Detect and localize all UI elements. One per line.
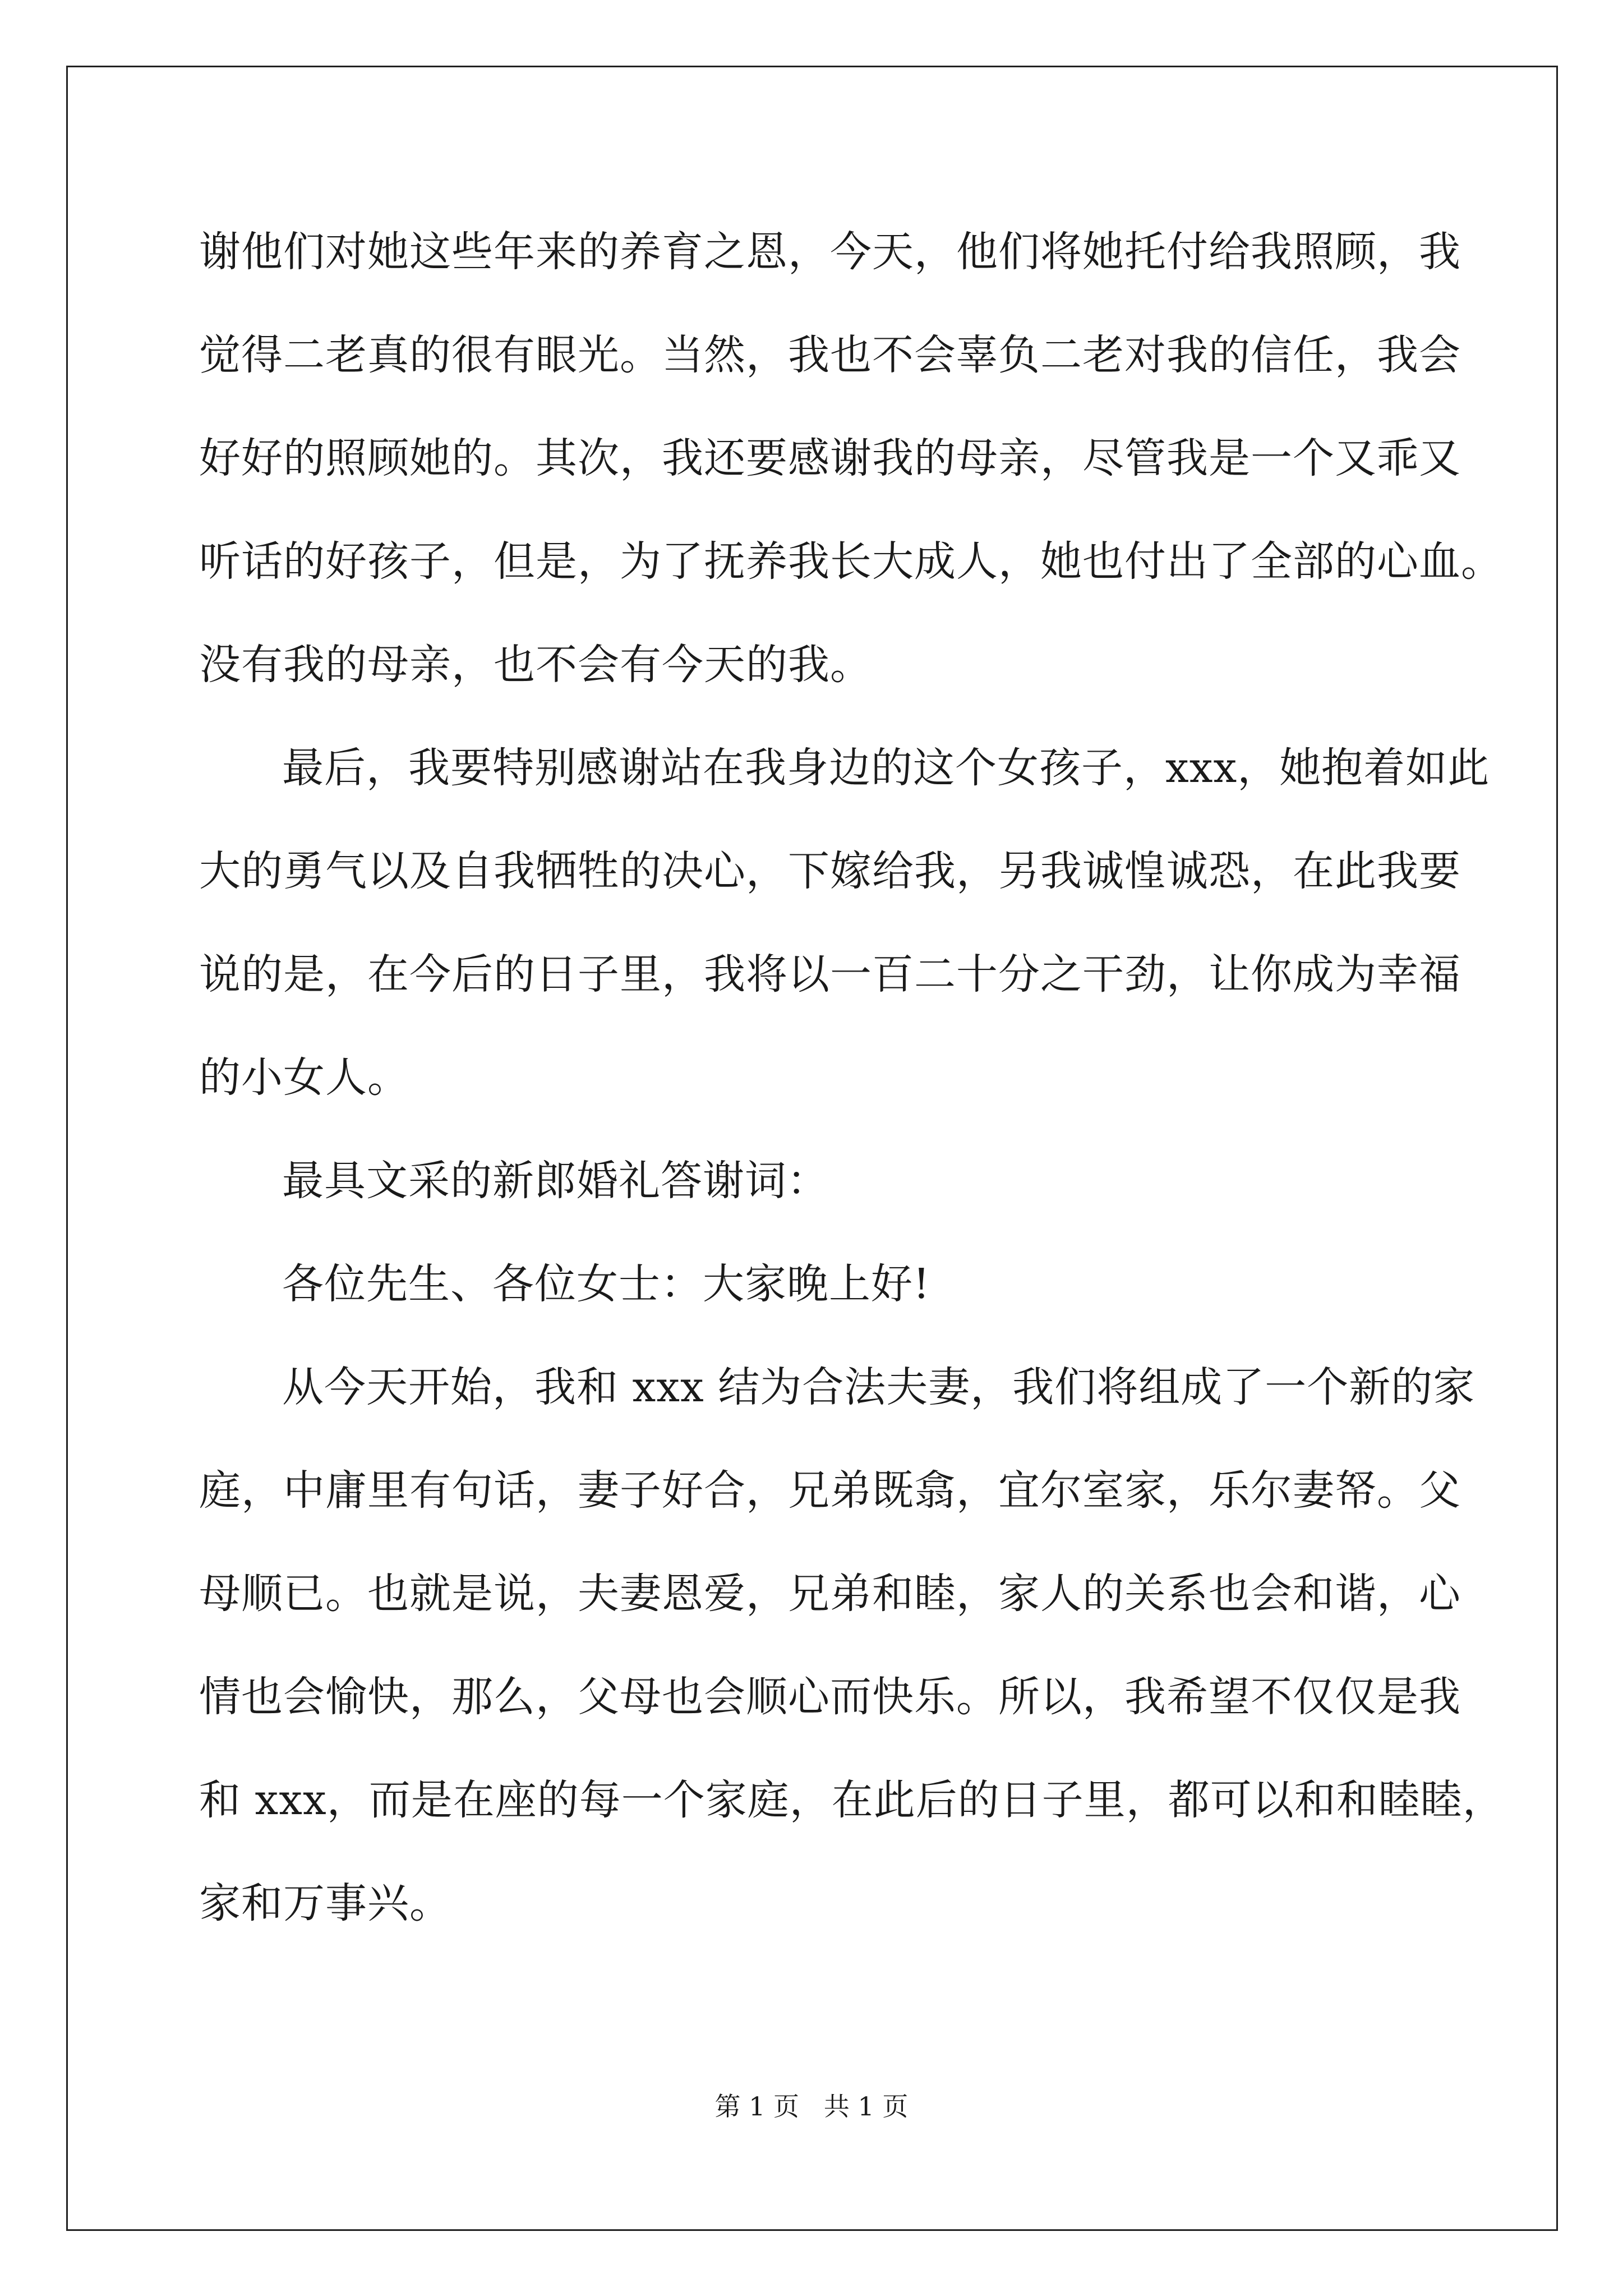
page-footer: 第 1 页 共 1 页 [714, 2091, 909, 2122]
document-body [199, 215, 1505, 1970]
text-line: 觉得二老真的很有眼光。当然，我也不会辜负二老对我的信任，我会 [199, 331, 1461, 379]
text-line: 的小女人。 [199, 1053, 409, 1102]
text-line: 家和万事兴。 [199, 1879, 451, 1927]
text-line: 没有我的母亲，也不会有今天的我。 [199, 641, 872, 689]
text-line: 好好的照顾她的。其次，我还要感谢我的母亲，尽管我是一个又乖又 [199, 434, 1461, 482]
text-line: 庭，中庸里有句话，妻子好合，兄弟既翕，宜尔室家，乐尔妻帑。父 [199, 1466, 1461, 1515]
text-line: 谢他们对她这些年来的养育之恩，今天，他们将她托付给我照顾，我 [199, 228, 1461, 276]
text-line: 情也会愉快，那么，父母也会顺心而快乐。所以，我希望不仅仅是我 [199, 1673, 1461, 1721]
text-line: 从今天开始，我和 xxx 结为合法夫妻，我们将组成了一个新的家 [282, 1363, 1476, 1411]
text-line: 最后，我要特别感谢站在我身边的这个女孩子，xxx，她抱着如此 [282, 744, 1490, 792]
text-line: 母顺已。也就是说，夫妻恩爱，兄弟和睦，家人的关系也会和谐，心 [199, 1570, 1461, 1618]
text-line: 听话的好孩子，但是，为了抚养我长大成人，她也付出了全部的心血。 [199, 537, 1503, 586]
greeting-line: 各位先生、各位女士：大家晚上好! [282, 1260, 930, 1308]
text-line: 和 xxx，而是在座的每一个家庭，在此后的日子里，都可以和和睦睦， [199, 1776, 1505, 1824]
text-line: 说的是，在今后的日子里，我将以一百二十分之干劲，让你成为幸福 [199, 950, 1461, 999]
text-line: 大的勇气以及自我牺牲的决心，下嫁给我，另我诚惶诚恐，在此我要 [199, 847, 1461, 895]
section-heading: 最具文采的新郎婚礼答谢词： [282, 1157, 829, 1205]
